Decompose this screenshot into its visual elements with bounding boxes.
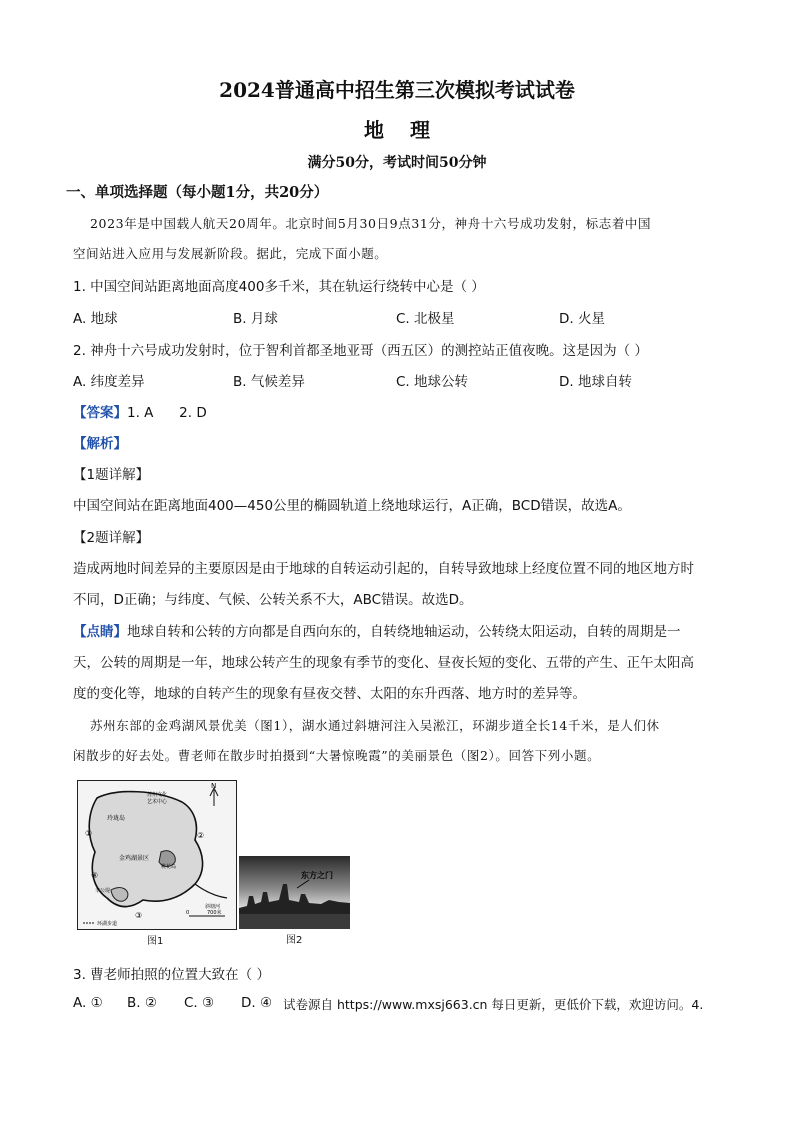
- q1-option-c: C. 北极星: [396, 311, 455, 327]
- analysis-line: [73, 432, 127, 452]
- culture-label-2: 艺术中心: [147, 799, 168, 805]
- scale-label: 700米: [207, 910, 222, 916]
- question-2-stem: 2. 神舟十六号成功发射时，位于智利首都圣地亚哥（西五区）的测控站正值夜晚。这是因为（ ）: [73, 343, 648, 359]
- passage2-line2: 闲散步的好去处。曹老师在散步时拍摄到“大暑惊晚霞”的美丽景色（图2）。回答下列小题。: [73, 748, 601, 763]
- detail1-text: 中国空间站在距离地面400—450公里的椭圆轨道上绕地球运行，A正确，BCD错误，故选A。: [73, 498, 631, 514]
- position-marker-3: ③: [135, 911, 143, 920]
- position-marker-1: ①: [85, 829, 93, 838]
- q3-option-a: A. ①: [73, 995, 103, 1011]
- tips-line1: [73, 620, 681, 640]
- island-label: 玲珑岛: [107, 815, 126, 822]
- q1-option-d: D. 火星: [559, 311, 605, 327]
- legend-label: 环湖步道: [97, 921, 118, 927]
- position-marker-2: ②: [197, 831, 205, 840]
- culture-label: 苏州文化: [147, 792, 168, 798]
- q2-option-b: B. 气候差异: [233, 374, 305, 390]
- source-footer: 试卷源自 https://www.mxsj663.cn 每日更新，更低价下载，欢迎访问。4.: [283, 997, 704, 1012]
- q3-option-d: D. ④: [241, 995, 273, 1011]
- q1-option-b: B. 月球: [233, 311, 278, 327]
- answer-text: 1. A 2. D: [127, 405, 207, 421]
- detail2-label: 【2题详解】: [73, 530, 150, 546]
- gate-label: 东方之门: [301, 871, 333, 880]
- figure2-caption: 图2: [286, 935, 303, 946]
- q2-option-a: A. 纬度差异: [73, 374, 145, 390]
- analysis-label: 【解析】: [73, 436, 127, 452]
- q2-option-c: C. 地球公转: [396, 374, 469, 390]
- subject-title: 地理: [364, 118, 456, 142]
- answer-label: 【答案】: [73, 405, 127, 421]
- north-label: N: [211, 782, 217, 790]
- figure1-lake-map: [77, 780, 237, 930]
- section-heading: 一、单项选择题（每小题1分，共20分）: [66, 184, 329, 201]
- lake-water: [239, 914, 350, 929]
- q1-option-a: A. 地球: [73, 311, 118, 327]
- q3-option-b: B. ②: [127, 995, 157, 1011]
- exam-title: 2024普通高中招生第三次模拟考试试卷: [219, 78, 575, 102]
- answer-line: [73, 401, 207, 421]
- park-label: 桃花岛: [161, 864, 177, 870]
- position-marker-4: ④: [91, 871, 99, 880]
- figure1-caption: 图1: [147, 936, 164, 947]
- detail2-line1: 造成两地时间差异的主要原因是由于地球的自转运动引起的，自转导致地球上经度位置不同的地区地方时: [73, 561, 694, 577]
- question-3-stem: 3. 曹老师拍照的位置大致在（ ）: [73, 967, 270, 983]
- passage1-line1: 2023年是中国载人航天20周年。北京时间5月30日9点31分，神舟十六号成功发射，标志着中国: [90, 216, 652, 231]
- scale-zero: 0: [186, 910, 190, 916]
- detail2-line2: 不同，D正确；与纬度、气候、公转关系不大，ABC错误。故选D。: [73, 592, 473, 608]
- tips-label: 【点睛】: [73, 624, 127, 640]
- scenic-label: 金鸡湖景区: [119, 855, 150, 862]
- figure2-photo: [239, 856, 350, 929]
- tips-line2: 天，公转的周期是一年，地球公转产生的现象有季节的变化、昼夜长短的变化、五带的产生、正午太阳高: [73, 655, 694, 671]
- question-1-stem: 1. 中国空间站距离地面高度400多千米，其在轨运行绕转中心是（ ）: [73, 279, 485, 295]
- exam-info: 满分50分，考试时间50分钟: [307, 155, 487, 171]
- detail1-label: 【1题详解】: [73, 467, 150, 483]
- passage2-line1: 苏州东部的金鸡湖风景优美（图1），湖水通过斜塘河注入吴淞江，环湖步道全长14千米，是人们休: [90, 718, 660, 733]
- likong-label: 李公堤: [95, 888, 111, 894]
- passage1-line2: 空间站进入应用与发展新阶段。据此，完成下面小题。: [73, 246, 388, 261]
- river-label: 斜塘河: [205, 904, 221, 910]
- tips-line3: 度的变化等，地球的自转产生的现象有昼夜交替、太阳的东升西落、地方时的差异等。: [73, 686, 586, 702]
- q2-option-d: D. 地球自转: [559, 374, 632, 390]
- tips-text-1: 地球自转和公转的方向都是自西向东的，自转绕地轴运动，公转绕太阳运动，自转的周期是一: [127, 624, 681, 640]
- q3-option-c: C. ③: [184, 995, 215, 1011]
